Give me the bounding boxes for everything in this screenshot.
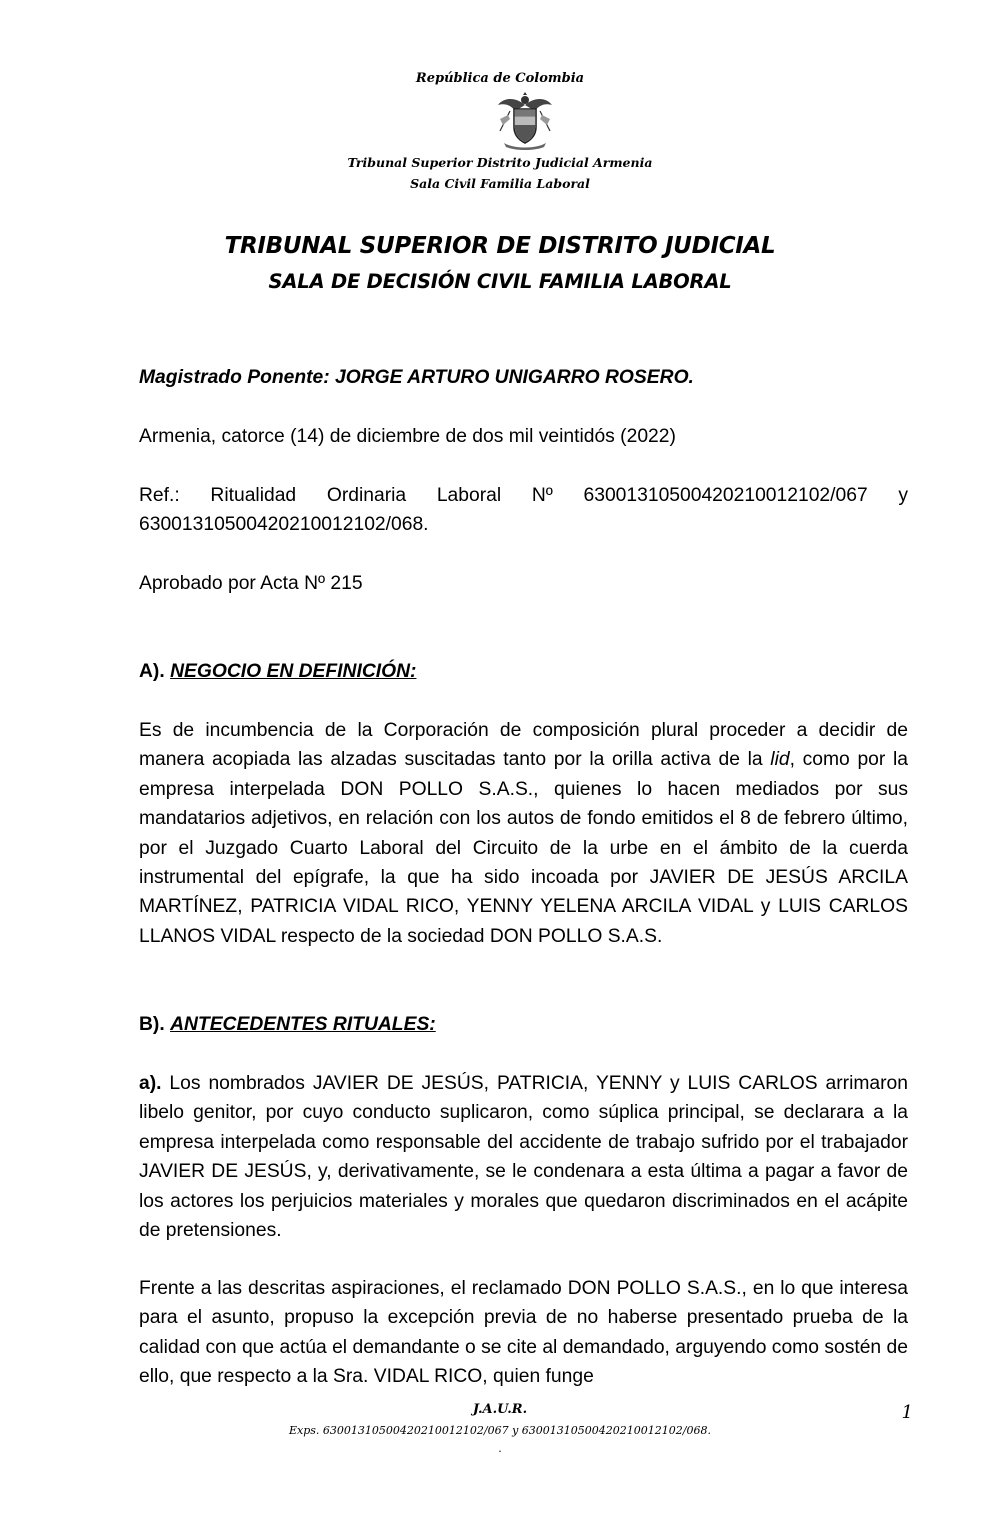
paragraph-a-marker: a). [139,1073,162,1094]
header-sala: Sala Civil Familia Laboral [410,176,590,191]
section-a-marker: A). [139,661,165,682]
section-a-title: NEGOCIO EN DEFINICIÓN: [170,661,417,682]
magistrate-line: Magistrado Ponente: JORGE ARTURO UNIGARRO ROSERO. [139,367,694,388]
section-b-marker: B). [139,1014,165,1035]
footer-dot: . [498,1442,502,1455]
section-a-text-1: Es de incumbencia de la Corporación de composición plural proceder a decidir de manera acopiada las alzadas suscitadas tanto por la orilla activa de la [139,720,908,771]
section-b-title: ANTECEDENTES RITUALES: [170,1014,436,1035]
document-subtitle: SALA DE DECISIÓN CIVIL FAMILIA LABORAL [268,270,732,293]
header-court: Tribunal Superior Distrito Judicial Armenia [347,155,653,170]
footer-file-numbers: Exps. 63001310500420210012102/067 y 63001310500420210012102/068. [289,1424,711,1437]
reference-line: Ref.: Ritualidad Ordinaria Laboral Nº 63001310500420210012102/067 y 63001310500420210012102/068. [139,485,908,536]
approval-line: Aprobado por Acta Nº 215 [139,573,363,594]
footer-initials: J.A.U.R. [472,1402,528,1417]
document-title: TRIBUNAL SUPERIOR DE DISTRITO JUDICIAL [224,233,776,259]
section-a-heading [139,657,908,686]
header-country: República de Colombia [415,71,585,86]
section-a-text-italic: lid [770,749,790,771]
section-b-paragraph-2: Frente a las descritas aspiraciones, el reclamado DON POLLO S.A.S., en lo que interesa para el asunto, propuso la excepción previa de no haberse presentado prueba de la calidad con que actúa el demandante o se cite al demandado, arguyendo como sostén de ello, que respecto a la Sra. VIDAL RICO, quien funge [139,1278,908,1388]
page-number: 1 [901,1402,913,1423]
coat-of-arms-icon [496,91,554,151]
paragraph-a-text: Los nombrados JAVIER DE JESÚS, PATRICIA, YENNY y LUIS CARLOS arrimaron libelo genitor, por cuyo conducto suplicaron, como súplica principal, se declarara a la empresa interpelada como responsable del accidente de trabajo sufrido por el trabajador JAVIER DE JESÚS, y, derivativamente, se le condenara a esta última a pagar a favor de los actores los perjuicios materiales y morales que quedaron discriminados en el acápite de pretensiones. [139,1073,908,1242]
date-line: Armenia, catorce (14) de diciembre de dos mil veintidós (2022) [139,426,676,447]
section-a-paragraph [139,716,908,951]
section-a-text-2: , como por la empresa interpelada DON POLLO S.A.S., quienes lo hacen mediados por sus mandatarios adjetivos, en relación con los autos de fondo emitidos el 8 de febrero último, por el Juzgado Cuarto Laboral del Circuito de la urbe en el ámbito de la cuerda instrumental del epígrafe, la que ha sido incoada por JAVIER DE JESÚS ARCILA MARTÍNEZ, PATRICIA VIDAL RICO, YENNY YELENA ARCILA VIDAL y LUIS CARLOS LLANOS VIDAL respecto de la sociedad DON POLLO S.A.S. [139,749,908,947]
section-b-heading [139,1010,908,1039]
section-b-paragraph-1 [139,1069,908,1245]
